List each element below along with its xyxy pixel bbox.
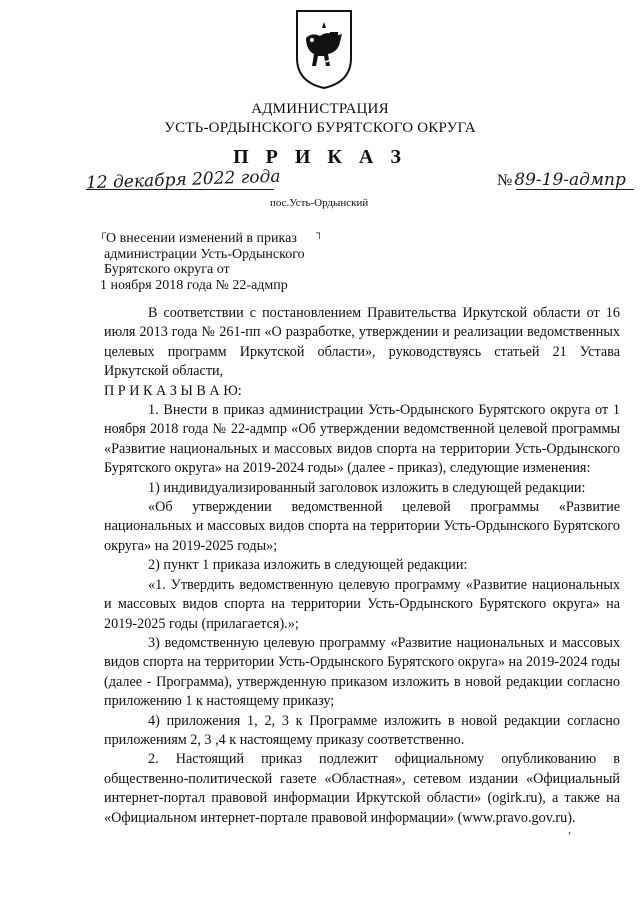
subject-line: Бурятского округа от — [104, 262, 230, 277]
clause-1-paragraph: 1. Внести в приказ администрации Усть-Ордынского Бурятского округа от 1 ноября 2018 года № 22-адмпр «Об утверждении ведомственной целевой программы «Развитие национальных и массовых видов спорта на территории Усть-Ордынского Бурятского округа» на 2019-2024 годы» (далее - приказ), следующие изменения: — [104, 402, 620, 477]
subclause-3-paragraph: 3) ведомственную целевую программу «Развитие национальных и массовых видов спорта на территории Усть-Ордынского Бурятского округа» на 2019-2024 годы (далее - Программа), утвержденную приказом изложить в новой редакции согласно приложению 1 к настоящему приказу; — [104, 634, 620, 710]
place-of-issue: пос.Усть-Ордынский — [270, 197, 369, 209]
header-line-district: УСТЬ-ОРДЫНСКОГО БУРЯТСКОГО ОКРУГА — [164, 120, 476, 136]
subject-corner-left: ┌ — [99, 228, 107, 239]
subclause-2-paragraph: 2) пункт 1 приказа изложить в следующей редакции: — [148, 557, 468, 574]
order-number-field — [497, 170, 626, 190]
coat-of-arms-emblem — [294, 8, 354, 90]
subject-line: 1 ноября 2018 года № 22-адмпр — [100, 277, 288, 293]
subclause-1-paragraph: 1) индивидуализированный заголовок изложить в следующей редакции: — [148, 479, 586, 496]
subject-block — [100, 231, 340, 293]
new-item-quote-paragraph: «1. Утвердить ведомственную целевую программу «Развитие национальных и массовых видов спорта на территории Усть-Ордынского Бурятского округа» на 2019-2025 годы (прилагается).»; — [104, 576, 620, 632]
header-line-administration: АДМИНИСТРАЦИЯ — [251, 101, 389, 117]
document-body — [104, 304, 620, 828]
number-underline — [516, 189, 634, 190]
subclause-4-paragraph: 4) приложения 1, 2, 3 к Программе изложить в новой редакции согласно приложениям 2, 3 ,4 к настоящему приказу соответственно. — [104, 712, 620, 748]
preamble-paragraph: В соответствии с постановлением Правительства Иркутской области от 16 июля 2013 года № 261-пп «О разработке, утверждении и реализации ведомственных целевых программ Иркутской области», руководствуясь статьей 21 Устава Иркутской области, — [104, 305, 620, 380]
number-sign: № — [497, 172, 513, 189]
subject-line: администрации Усть-Ордынского — [104, 246, 305, 262]
clause-2-paragraph: 2. Настоящий приказ подлежит официальному опубликованию в общественно-политической газете «Областная», сетевом издании «Официальный интернет-портал правовой информации Иркутской области» (ogirk.ru), а также на «Официальном интернет-портале правовой информации» (www.pravo.gov.ru). — [104, 751, 620, 826]
order-word: П Р И К А З Ы В А Ю: — [104, 382, 242, 399]
subject-corner-right: ┐ — [316, 228, 324, 239]
new-title-quote-paragraph: «Об утверждении ведомственной целевой программы «Развитие национальных и массовых видов спорта на территории Усть-Ордынского Бурятского округа» на 2019-2025 годы»; — [104, 499, 620, 554]
handwritten-date: 12 декабря 2022 года — [85, 166, 281, 194]
subject-line: О внесении изменений в приказ — [106, 231, 297, 246]
stray-mark: , — [568, 822, 571, 836]
handwritten-order-number: 89-19-адмпр — [514, 170, 626, 190]
date-underline — [86, 189, 274, 190]
date-field — [85, 166, 286, 194]
document-type-title: П Р И К А З — [233, 146, 407, 168]
